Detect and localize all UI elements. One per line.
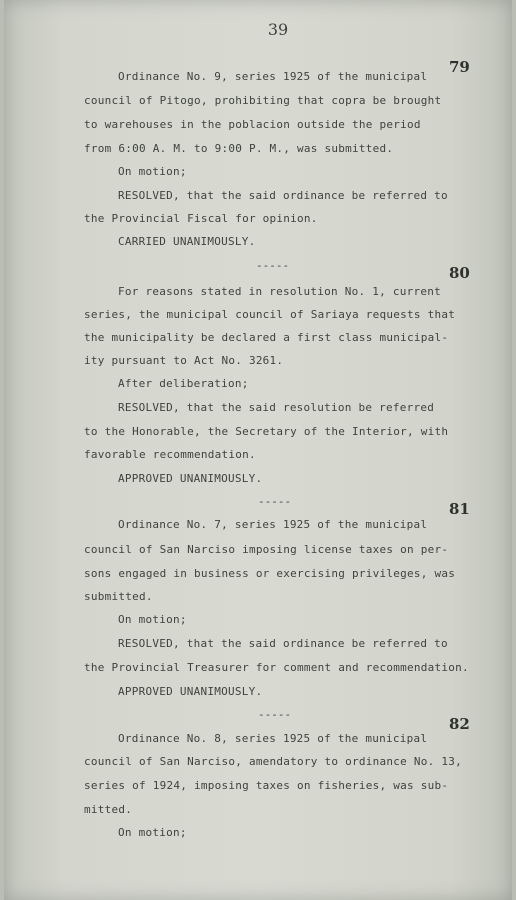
- text-line: series of 1924, imposing taxes on fisheries, was sub-: [84, 779, 449, 792]
- page-number: 39: [267, 20, 289, 39]
- text-line: series, the municipal council of Sariaya requests that: [84, 308, 456, 321]
- text-line: RESOLVED, that the said resolution be referred: [118, 401, 435, 414]
- text-line: On motion;: [118, 165, 187, 178]
- text-line: ity pursuant to Act No. 3261.: [84, 354, 284, 367]
- text-line: On motion;: [118, 826, 187, 839]
- text-line: favorable recommendation.: [84, 448, 256, 461]
- text-line: Ordinance No. 8, series 1925 of the municipal: [118, 732, 428, 745]
- resolution-number-80: 80: [449, 264, 470, 282]
- text-line: On motion;: [118, 613, 187, 626]
- text-line: to warehouses in the poblacion outside the period: [84, 118, 421, 131]
- separator: -----: [256, 259, 290, 272]
- text-line: the Provincial Fiscal for opinion.: [84, 212, 318, 225]
- text-line: CARRIED UNANIMOUSLY.: [118, 235, 256, 248]
- text-line: RESOLVED, that the said ordinance be referred to: [118, 637, 448, 650]
- text-line: submitted.: [84, 590, 153, 603]
- text-line: APPROVED UNANIMOUSLY.: [118, 472, 263, 485]
- text-line: council of San Narciso, amendatory to ordinance No. 13,: [84, 755, 462, 768]
- document-page: [4, 0, 512, 900]
- text-line: the Provincial Treasurer for comment and recommendation.: [84, 661, 469, 674]
- text-line: sons engaged in business or exercising privileges, was: [84, 567, 456, 580]
- text-line: APPROVED UNANIMOUSLY.: [118, 685, 263, 698]
- separator: -----: [258, 708, 292, 721]
- resolution-number-82: 82: [449, 715, 470, 733]
- text-line: council of Pitogo, prohibiting that copra be brought: [84, 94, 442, 107]
- text-line: Ordinance No. 7, series 1925 of the municipal: [118, 518, 428, 531]
- text-line: the municipality be declared a first class municipal-: [84, 331, 449, 344]
- text-line: RESOLVED, that the said ordinance be referred to: [118, 189, 448, 202]
- text-line: For reasons stated in resolution No. 1, current: [118, 285, 442, 298]
- text-line: to the Honorable, the Secretary of the Interior, with: [84, 425, 449, 438]
- separator: -----: [258, 495, 292, 508]
- text-line: After deliberation;: [118, 377, 249, 390]
- text-line: council of San Narciso imposing license taxes on per-: [84, 543, 449, 556]
- text-line: Ordinance No. 9, series 1925 of the municipal: [118, 70, 428, 83]
- resolution-number-81: 81: [449, 500, 470, 518]
- text-line: from 6:00 A. M. to 9:00 P. M., was submitted.: [84, 142, 394, 155]
- text-line: mitted.: [84, 803, 133, 816]
- resolution-number-79: 79: [449, 58, 470, 76]
